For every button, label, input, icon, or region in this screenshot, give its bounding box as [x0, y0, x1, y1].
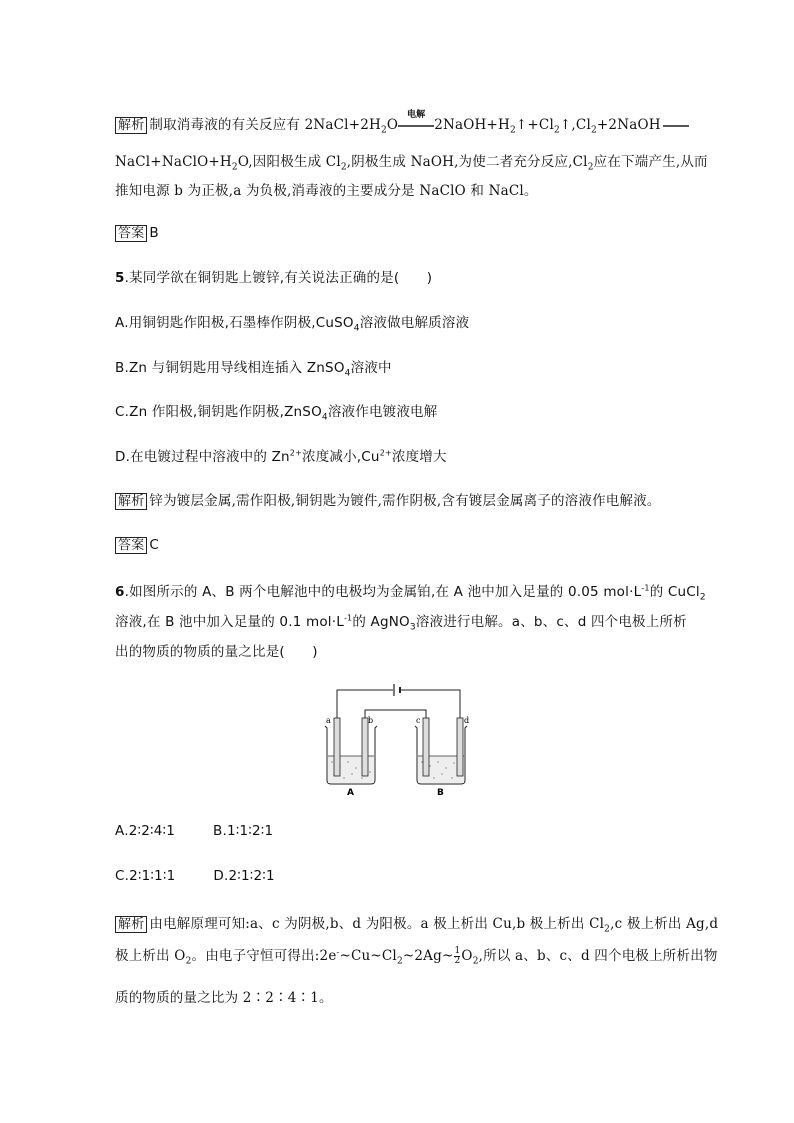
question-6-options-ab [115, 823, 273, 839]
analysis-6-line-1: 解析 由电解原理可知:a、c 为阴极,b、d 为阳极。a 极上析出 Cu,b 极上析出 $Cl_2,c$ 极上析出 Ag,d [115, 912, 718, 935]
question-6-line-2: 溶液,在 B 池中加入足量的 0.1 $mol\cdot L^{-1}$的 AgNO$_3$溶液进行电解。a、b、c、d 四个电极上所析 [115, 613, 687, 633]
label-b: b [368, 716, 374, 725]
analysis-6-line-3: 质的物质的量之比为 2∶2∶4∶1。 [115, 990, 333, 1006]
electrode-a [334, 718, 340, 776]
analysis-5: 解析 锌为镀层金属,需作阳极,铜钥匙为镀件,需作阴极,含有镀层金属离子的溶液作电解液。 [115, 489, 661, 509]
answer-tag: 答案 [115, 225, 147, 242]
electrode-d [457, 718, 463, 776]
analysis-tag: 解析 [115, 117, 147, 134]
label-cell-b: B [437, 788, 444, 798]
question-5-option-b: B.Zn 与铜钥匙用导线相连插入 ZnSO$_4$溶液中 [115, 360, 392, 379]
label-cell-a: A [347, 788, 354, 798]
reaction-bar [663, 125, 689, 127]
electrolysis-cells-diagram [318, 680, 478, 798]
label-d: d [464, 716, 470, 725]
option-d: D.2∶1∶2∶1 [213, 868, 275, 884]
option-b: B.1∶1∶2∶1 [213, 823, 274, 839]
question-5-stem: 5.某同学欲在铜钥匙上镀锌,有关说法正确的是( ) [115, 270, 433, 286]
question-5-option-a: A.用铜钥匙作阳极,石墨棒作阴极,CuSO$_4$溶液做电解质溶液 [115, 315, 470, 334]
question-6-options-cd [115, 868, 275, 884]
option-a: A.2∶2∶4∶1 [115, 823, 175, 839]
wire-right [401, 690, 460, 718]
option-c: C.2∶1∶1∶1 [115, 868, 176, 884]
analysis-4-line-3: 推知电源 b 为正极,a 为负极,消毒液的主要成分是 NaClO 和 NaCl。 [115, 183, 538, 199]
analysis-4-line-1: 解析 制取消毒液的有关反应有 $2NaCl+2H_2O$ 电解 $2NaOH+H_2↑+Cl_2↑,Cl_2+2NaOH$ [115, 113, 689, 136]
analysis-6-line-2: 极上析出 $O_2$。由电子守恒可得出$:2e^-\sim Cu\sim Cl_2\sim 2Ag\sim$ $\frac{1}{2}$ $O_2$,所以 a、b、c、d 四个电极上所析出物 [115, 946, 718, 967]
label-c: c [416, 716, 421, 725]
fraction-one-half: $\frac{1}{2}$ [454, 946, 461, 966]
analysis-4-line-2: $NaCl+NaClO+H_2O$,因阳极生成 $Cl_2$,阴极生成 NaOH,为使二者充分反应$,Cl_2$应在下端产生,从而 [115, 154, 708, 173]
electrode-c [423, 718, 429, 776]
electrolysis-arrow: 电解 [398, 121, 434, 131]
question-5-option-d: D.在电镀过程中溶液中的 $Zn^{2+}$浓度减小$,Cu^{2+}$浓度增大 [115, 448, 447, 465]
electrode-b [362, 718, 368, 776]
question-6-line-1: 6.如图所示的 A、B 两个电解池中的电极均为金属铂,在 A 池中加入足量的 0.05 $mol\cdot L^{-1}$的 CuCl$_2$ [115, 583, 706, 603]
question-6-line-3: 出的物质的物质的量之比是( ) [115, 644, 318, 660]
answer-4: 答案 B [115, 222, 159, 241]
label-a: a [326, 716, 331, 725]
question-5-option-c: C.Zn 作阳极,铜钥匙作阴极,ZnSO$_4$溶液作电镀液电解 [115, 404, 438, 423]
answer-5: 答案 C [115, 534, 159, 553]
